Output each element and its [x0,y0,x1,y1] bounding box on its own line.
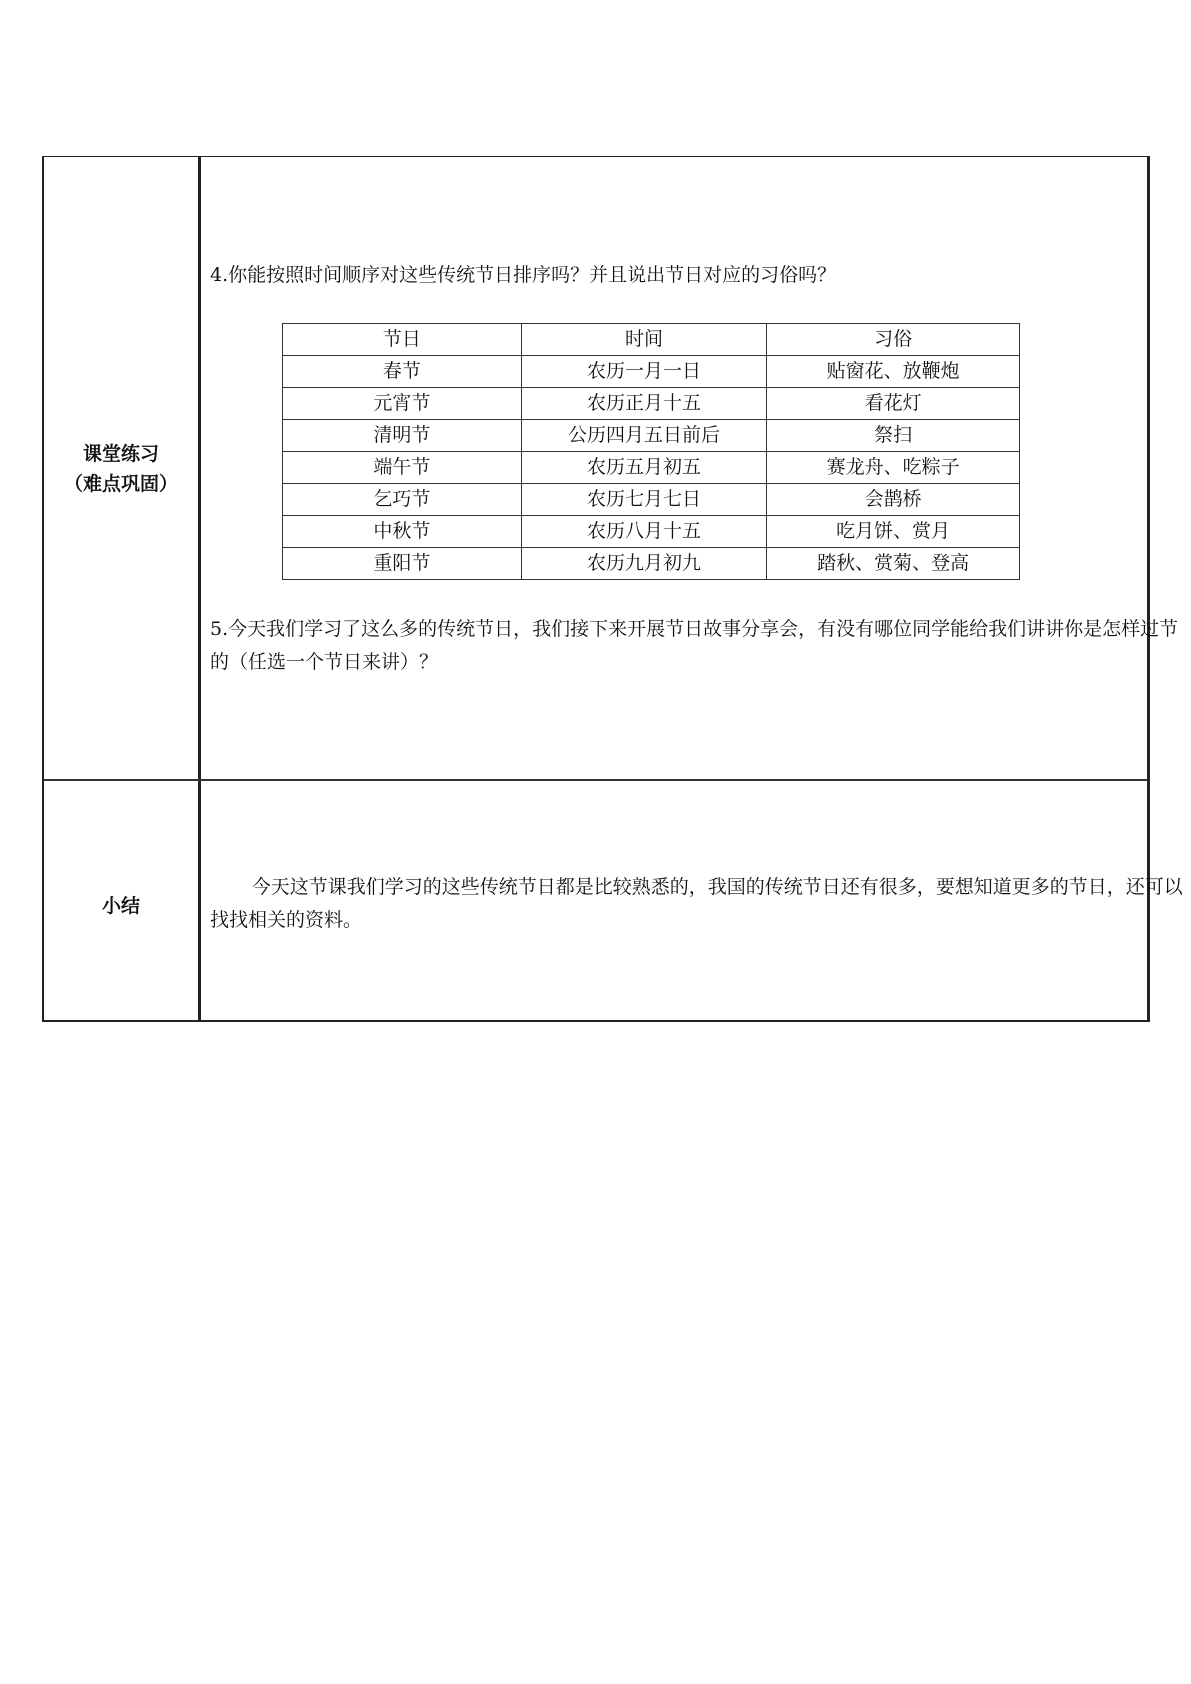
header-festival: 节日 [283,324,522,356]
cell-festival: 中秋节 [283,516,522,548]
table-row [283,388,1020,420]
cell-festival: 重阳节 [283,548,522,580]
cell-festival: 春节 [283,356,522,388]
table-header-row [283,324,1020,356]
cell-custom: 看花灯 [767,388,1020,420]
table-row [283,548,1020,580]
cell-custom: 祭扫 [767,420,1020,452]
section-label-summary: 小结 [101,895,140,917]
cell-custom: 会鹊桥 [767,484,1020,516]
cell-time: 农历八月十五 [521,516,767,548]
header-custom: 习俗 [767,324,1020,356]
cell-time: 公历四月五日前后 [521,420,767,452]
table-row [283,420,1020,452]
cell-custom: 赛龙舟、吃粽子 [767,452,1020,484]
cell-custom: 贴窗花、放鞭炮 [767,356,1020,388]
cell-festival: 端午节 [283,452,522,484]
cell-festival: 清明节 [283,420,522,452]
festival-table [282,323,1020,580]
question-5: 5.今天我们学习了这么多的传统节日，我们接下来开展节日故事分享会，有没有哪位同学能给我们讲讲你是怎样过节的（任选一个节日来讲）？ [210,618,1179,673]
row-divider [44,779,1147,781]
table-row [283,516,1020,548]
section-label-practice [44,439,198,499]
cell-time: 农历一月一日 [521,356,767,388]
table-row [283,356,1020,388]
section-label-practice-subtitle: （难点巩固） [63,473,178,495]
section-label-practice-title: 课堂练习 [82,443,159,465]
cell-time: 农历正月十五 [521,388,767,420]
lesson-plan-table [42,156,1183,1022]
cell-time: 农历五月初五 [521,452,767,484]
cell-custom: 踏秋、赏菊、登高 [767,548,1020,580]
cell-time: 农历七月七日 [521,484,767,516]
cell-festival: 乞巧节 [283,484,522,516]
question-4: 4.你能按照时间顺序对这些传统节日排序吗？并且说出节日对应的习俗吗？ [210,264,837,286]
table-row [283,452,1020,484]
cell-time: 农历九月初九 [521,548,767,580]
header-time: 时间 [521,324,767,356]
cell-custom: 吃月饼、赏月 [767,516,1020,548]
table-row [283,484,1020,516]
summary-text: 今天这节课我们学习的这些传统节日都是比较熟悉的，我国的传统节日还有很多，要想知道更多的节日，还可以找找相关的资料。 [210,876,1183,931]
cell-festival: 元宵节 [283,388,522,420]
column-divider [198,157,201,1020]
